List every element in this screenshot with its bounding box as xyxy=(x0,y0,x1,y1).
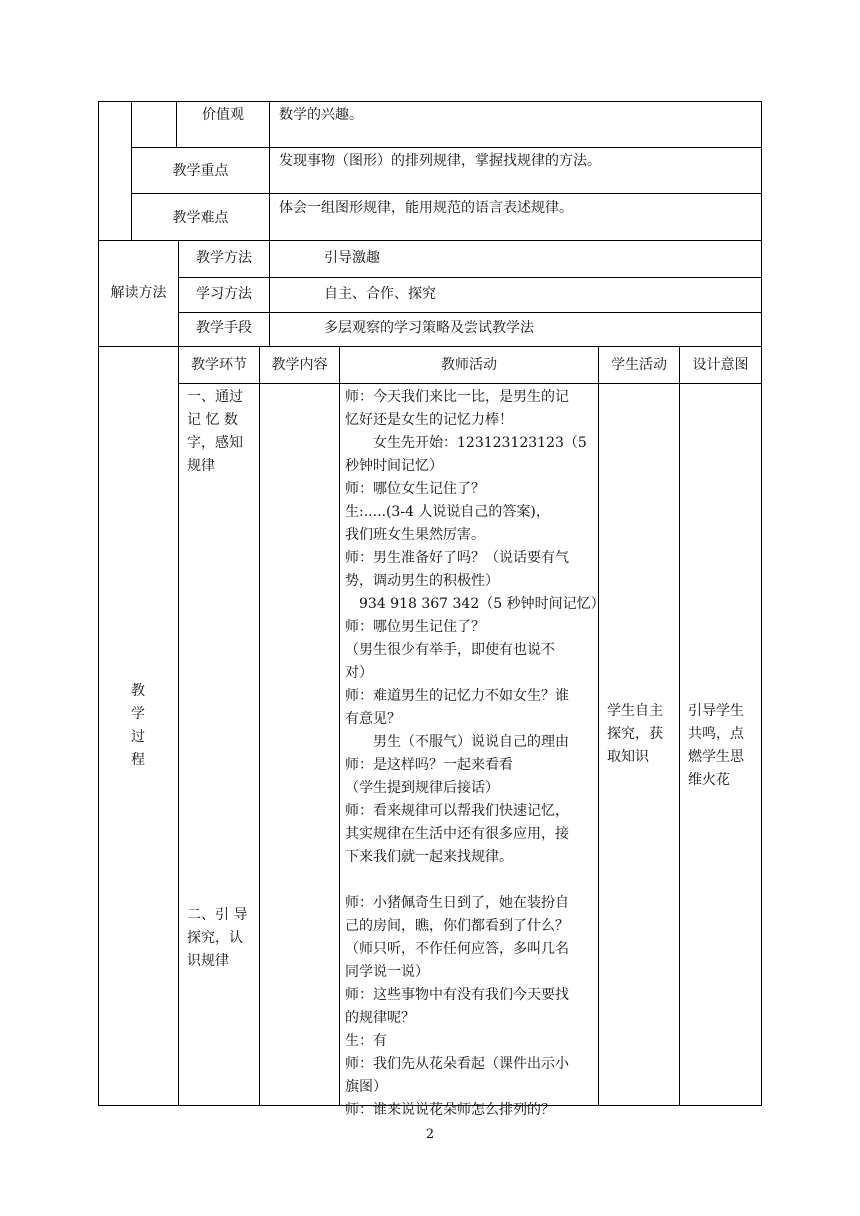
design-intent xyxy=(688,700,744,792)
teacher-line: 有意见？ xyxy=(345,711,401,727)
intent-line: 燃学生思 xyxy=(688,749,744,765)
difficulty-text: 体会一组图形规律，能用规范的语言表述规律。 xyxy=(279,200,573,216)
teacher-line: 师：哪位男生记住了？ xyxy=(345,619,485,635)
teacher-line: 生:.....(3-4 人说说自己的答案)， xyxy=(345,504,550,520)
stage-1 xyxy=(187,386,243,478)
method-row-label: 学习方法 xyxy=(196,286,252,302)
teacher-line: 师：这些事物中有没有我们今天要找 xyxy=(345,987,569,1003)
process-group-char: 学 xyxy=(131,706,145,722)
rule-process-d xyxy=(679,346,680,1106)
values-text: 数学的兴趣。 xyxy=(279,107,363,123)
teacher-line: 女生先开始：123123123123（5 xyxy=(373,435,587,451)
teacher-line: 师：难道男生的记忆力不如女生？谁 xyxy=(345,688,569,704)
teacher-line: 师：小猪佩奇生日到了，她在装扮自 xyxy=(345,895,569,911)
teacher-line: （学生提到规律后接话） xyxy=(345,780,499,796)
rule-process-a xyxy=(259,346,260,1106)
intent-line: 引导学生 xyxy=(688,703,744,719)
teacher-line: 师：是这样吗？一起来看看 xyxy=(345,757,513,773)
teacher-line: 下来我们就一起来找规律。 xyxy=(345,849,513,865)
method-row-value: 多层观察的学习策略及尝试教学法 xyxy=(324,320,534,336)
teacher-line: 其实规律在生活中还有很多应用，接 xyxy=(345,826,569,842)
stage-line: 记 忆 数 xyxy=(187,412,238,428)
stage-line: 识规律 xyxy=(187,953,229,969)
rule-methods-b xyxy=(269,240,270,346)
teacher-line: 师：我们先从花朵看起（课件出示小 xyxy=(345,1056,569,1072)
teacher-line: 师：男生准备好了吗？（说话要有气 xyxy=(345,550,569,566)
student-line: 学生自主 xyxy=(607,703,663,719)
process-group-label xyxy=(128,680,148,772)
stage-line: 字，感知 xyxy=(187,435,243,451)
teacher-line: 同学说一说） xyxy=(345,964,429,980)
teacher-line: 师：今天我们来比一比，是男生的记 xyxy=(345,389,569,405)
teacher-line: 师：哪位女生记住了？ xyxy=(345,481,485,497)
method-row-value: 自主、合作、探究 xyxy=(324,286,436,302)
rule-keypoints-bottom xyxy=(131,193,762,194)
intent-line: 维火花 xyxy=(688,772,730,788)
process-group-char: 程 xyxy=(131,752,145,768)
header-student: 学生活动 xyxy=(611,357,667,373)
stage-line: 探究，认 xyxy=(187,930,243,946)
difficulty-label: 教学难点 xyxy=(172,210,229,226)
teacher-line-spacer xyxy=(345,869,605,892)
teacher-line: 934 918 367 342（5 秒钟时间记忆） xyxy=(359,596,605,612)
header-stage: 教学环节 xyxy=(191,357,247,373)
rule-difficulty-bottom xyxy=(98,240,762,241)
teacher-line: （男生很少有举手，即使有也说不 xyxy=(345,642,555,658)
teacher-line: 对） xyxy=(345,665,373,681)
stage-line: 二、引 导 xyxy=(187,907,248,923)
teacher-activity xyxy=(345,386,605,1122)
process-group-char: 过 xyxy=(131,729,145,745)
stage-2 xyxy=(187,904,247,973)
teacher-line: 势，调动男生的积极性） xyxy=(345,573,499,589)
process-group-char: 教 xyxy=(131,683,145,699)
teacher-line: 旗图） xyxy=(345,1079,387,1095)
teacher-line: 我们班女生果然厉害。 xyxy=(345,527,485,543)
key-points-text: 发现事物（图形）的排列规律，掌握找规律的方法。 xyxy=(279,153,601,169)
methods-group-label: 解读方法 xyxy=(110,285,167,301)
teacher-line: 的规律呢？ xyxy=(345,1010,415,1026)
header-content: 教学内容 xyxy=(271,357,328,373)
rule-method2-bottom xyxy=(178,312,762,313)
student-line: 取知识 xyxy=(607,749,649,765)
method-row-label: 教学方法 xyxy=(196,250,252,266)
header-teacher: 教师活动 xyxy=(441,357,497,373)
teacher-line: 男生（不服气）说说自己的理由 xyxy=(373,734,569,750)
values-label: 价值观 xyxy=(202,107,244,123)
page-number: 2 xyxy=(425,1127,435,1142)
rule-left xyxy=(98,101,99,1106)
student-line: 探究，获 xyxy=(607,726,663,742)
rule-right xyxy=(761,101,762,1106)
student-activity xyxy=(607,700,663,769)
rule-process-b xyxy=(339,346,340,1106)
header-intent: 设计意图 xyxy=(692,357,749,373)
rule-method1-bottom xyxy=(178,277,762,278)
rule-topblock-c xyxy=(269,101,270,240)
rule-top xyxy=(98,101,762,102)
teacher-line: 师：看来规律可以帮我们快速记忆， xyxy=(345,803,569,819)
teacher-line: 秒钟时间记忆） xyxy=(345,458,443,474)
method-row-value: 引导激趣 xyxy=(324,250,380,266)
method-row-label: 教学手段 xyxy=(196,320,252,336)
stage-line: 规律 xyxy=(187,458,215,474)
teacher-line: 忆好还是女生的记忆力棒！ xyxy=(345,412,513,428)
rule-header-bottom xyxy=(178,383,762,384)
stage-line: 一、通过 xyxy=(187,389,243,405)
teacher-line: 己的房间，瞧，你们都看到了什么？ xyxy=(345,918,569,934)
key-points-label: 教学重点 xyxy=(172,163,229,179)
rule-methods-bottom xyxy=(98,346,762,347)
teacher-line: 生：有 xyxy=(345,1033,387,1049)
rule-values-bottom xyxy=(131,147,762,148)
teacher-line: 师：谁来说说花朵师怎么排列的？ xyxy=(345,1102,555,1118)
teacher-line: （师只听，不作任何应答，多叫几名 xyxy=(345,941,569,957)
intent-line: 共鸣，点 xyxy=(688,726,744,742)
